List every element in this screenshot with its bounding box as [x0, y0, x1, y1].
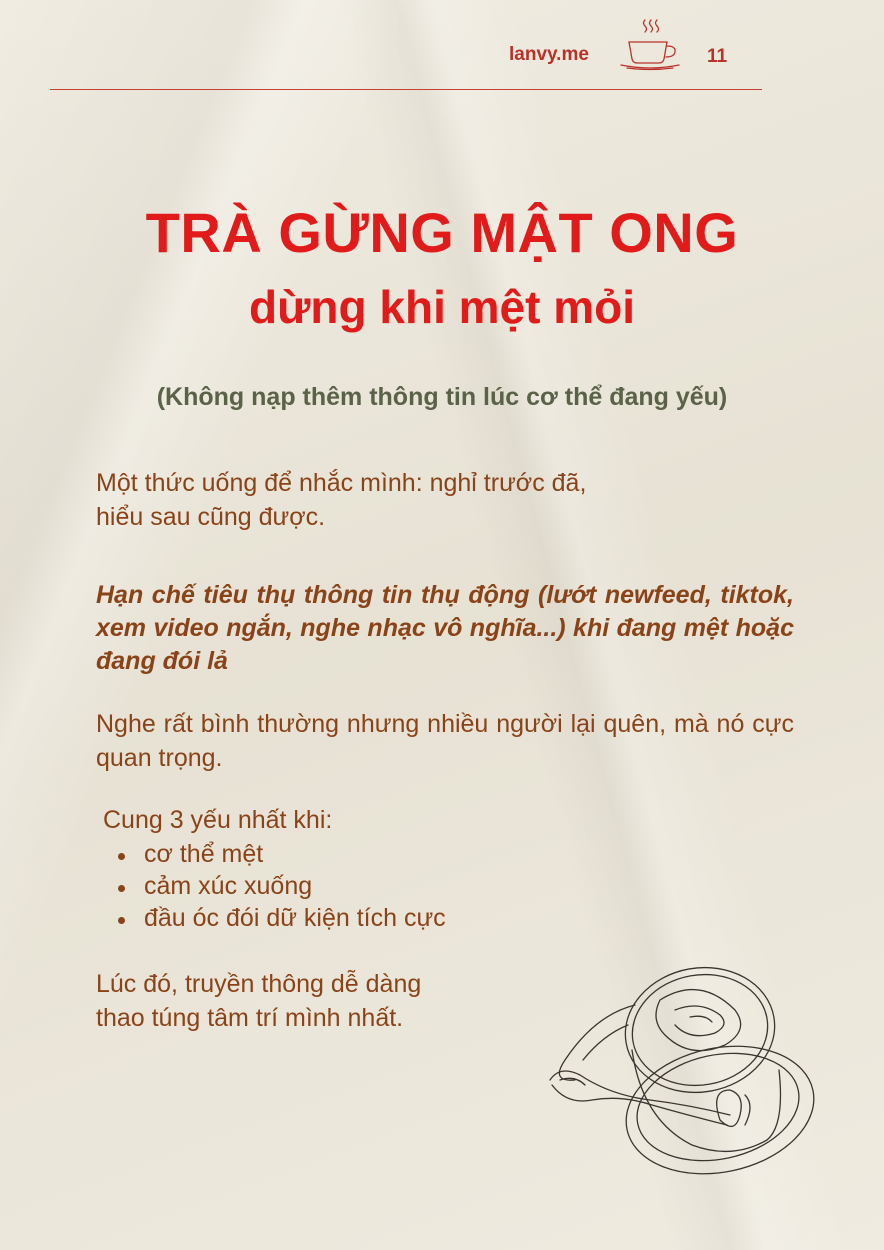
- list-intro: Cung 3 yếu nhất khi:: [103, 806, 333, 834]
- coffee-cup-icon: [617, 16, 683, 72]
- list-item: đầu óc đói dữ kiện tích cực: [96, 902, 446, 934]
- latte-cup-illustration: [540, 955, 830, 1185]
- list-item: cơ thể mệt: [96, 838, 446, 870]
- closing-line-2: thao túng tâm trí mình nhất.: [96, 1004, 404, 1032]
- intro-line-1: Một thức uống để nhắc mình: nghỉ trước đã,: [96, 469, 587, 497]
- emphasis-paragraph: Hạn chế tiêu thụ thông tin thụ động (lướt newfeed, tiktok, xem video ngắn, nghe nhạc vô nghĩa...) khi đang mệt hoặc đang đói lả: [96, 581, 794, 675]
- header-divider: [50, 89, 762, 90]
- site-brand[interactable]: lanvy.me: [509, 44, 589, 65]
- page-subtitle: dừng khi mệt mỏi: [249, 281, 635, 333]
- intro-line-2: hiểu sau cũng được.: [96, 503, 326, 531]
- list-item: cảm xúc xuống: [96, 870, 446, 902]
- closing-line-1: Lúc đó, truyền thông dễ dàng: [96, 970, 422, 998]
- page-title: TRÀ GỪNG MẬT ONG: [145, 201, 739, 264]
- bullet-list: [96, 838, 446, 934]
- page-number: 11: [707, 46, 728, 67]
- intro-paragraph: [96, 466, 794, 534]
- subtitle-note: (Không nạp thêm thông tin lúc cơ thể đang yếu): [156, 383, 728, 411]
- body-paragraph: Nghe rất bình thường nhưng nhiều người lại quên, mà nó cực quan trọng.: [96, 710, 794, 772]
